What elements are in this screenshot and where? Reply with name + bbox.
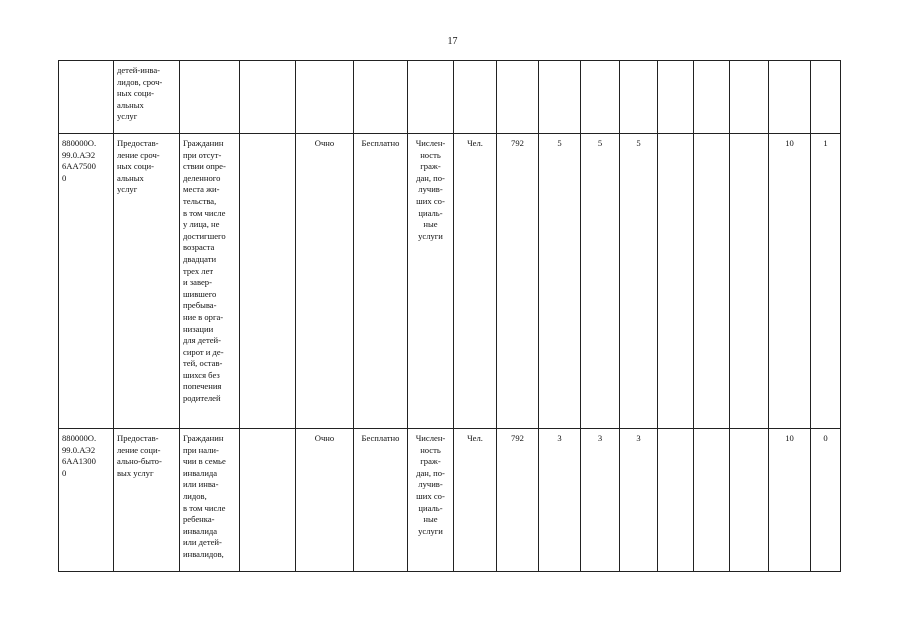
indicator-name: Числен- ность граж- дан, по- лучив- ших со- циаль- ные услуги [408, 134, 454, 429]
value-year-2: 5 [581, 134, 620, 429]
okei-code: 792 [497, 429, 539, 572]
payment-type: Бесплатно [354, 134, 408, 429]
payment-type: Бесплатно [354, 429, 408, 572]
empty-cell [240, 61, 296, 134]
value-year-1 [539, 61, 581, 134]
deviation-percent: 10 [769, 429, 811, 572]
empty-cell [694, 61, 730, 134]
service-form: Очно [296, 429, 354, 572]
service-form: Очно [296, 134, 354, 429]
empty-cell [694, 134, 730, 429]
deviation-absolute: 1 [811, 134, 841, 429]
value-year-1: 3 [539, 429, 581, 572]
empty-cell [730, 134, 769, 429]
value-year-3 [620, 61, 658, 134]
okei-code [497, 61, 539, 134]
okei-code: 792 [497, 134, 539, 429]
payment-type [354, 61, 408, 134]
service-form [296, 61, 354, 134]
table-row [59, 429, 841, 572]
value-year-2 [581, 61, 620, 134]
value-year-3: 3 [620, 429, 658, 572]
value-year-3: 5 [620, 134, 658, 429]
empty-cell [694, 429, 730, 572]
empty-cell [240, 134, 296, 429]
registry-code: 880000О. 99.0.АЭ2 6АА1300 0 [59, 429, 114, 572]
table-row [59, 134, 841, 429]
services-table [58, 60, 841, 572]
deviation-absolute [811, 61, 841, 134]
registry-code [59, 61, 114, 134]
service-conditions: Гражданин при нали- чии в семье инвалида или инва- лидов, в том числе ребенка- инвалида или детей- инвалидов, [180, 429, 240, 572]
empty-cell [658, 134, 694, 429]
indicator-name: Числен- ность граж- дан, по- лучив- ших со- циаль- ные услуги [408, 429, 454, 572]
service-conditions [180, 61, 240, 134]
empty-cell [730, 429, 769, 572]
value-year-2: 3 [581, 429, 620, 572]
deviation-percent [769, 61, 811, 134]
value-year-1: 5 [539, 134, 581, 429]
registry-code: 880000О. 99.0.АЭ2 6АА7500 0 [59, 134, 114, 429]
empty-cell [658, 61, 694, 134]
empty-cell [730, 61, 769, 134]
unit-name: Чел. [454, 429, 497, 572]
page-number: 17 [447, 36, 458, 47]
service-name: детей-инва- лидов, сроч- ных соци- альных услуг [114, 61, 180, 134]
unit-name: Чел. [454, 134, 497, 429]
empty-cell [240, 429, 296, 572]
deviation-absolute: 0 [811, 429, 841, 572]
service-name: Предостав- ление сроч- ных соци- альных услуг [114, 134, 180, 429]
deviation-percent: 10 [769, 134, 811, 429]
empty-cell [658, 429, 694, 572]
indicator-name [408, 61, 454, 134]
table-row [59, 61, 841, 134]
service-conditions: Гражданин при отсут- ствии опре- деленного места жи- тельства, в том числе у лица, не достигшего возраста двадцати трех лет и завер- шившего пребыва- ние в орга- низации для детей- сирот и де- тей, остав- шихся без попечения родителей [180, 134, 240, 429]
unit-name [454, 61, 497, 134]
service-name: Предостав- ление соци- ально-быто- вых услуг [114, 429, 180, 572]
